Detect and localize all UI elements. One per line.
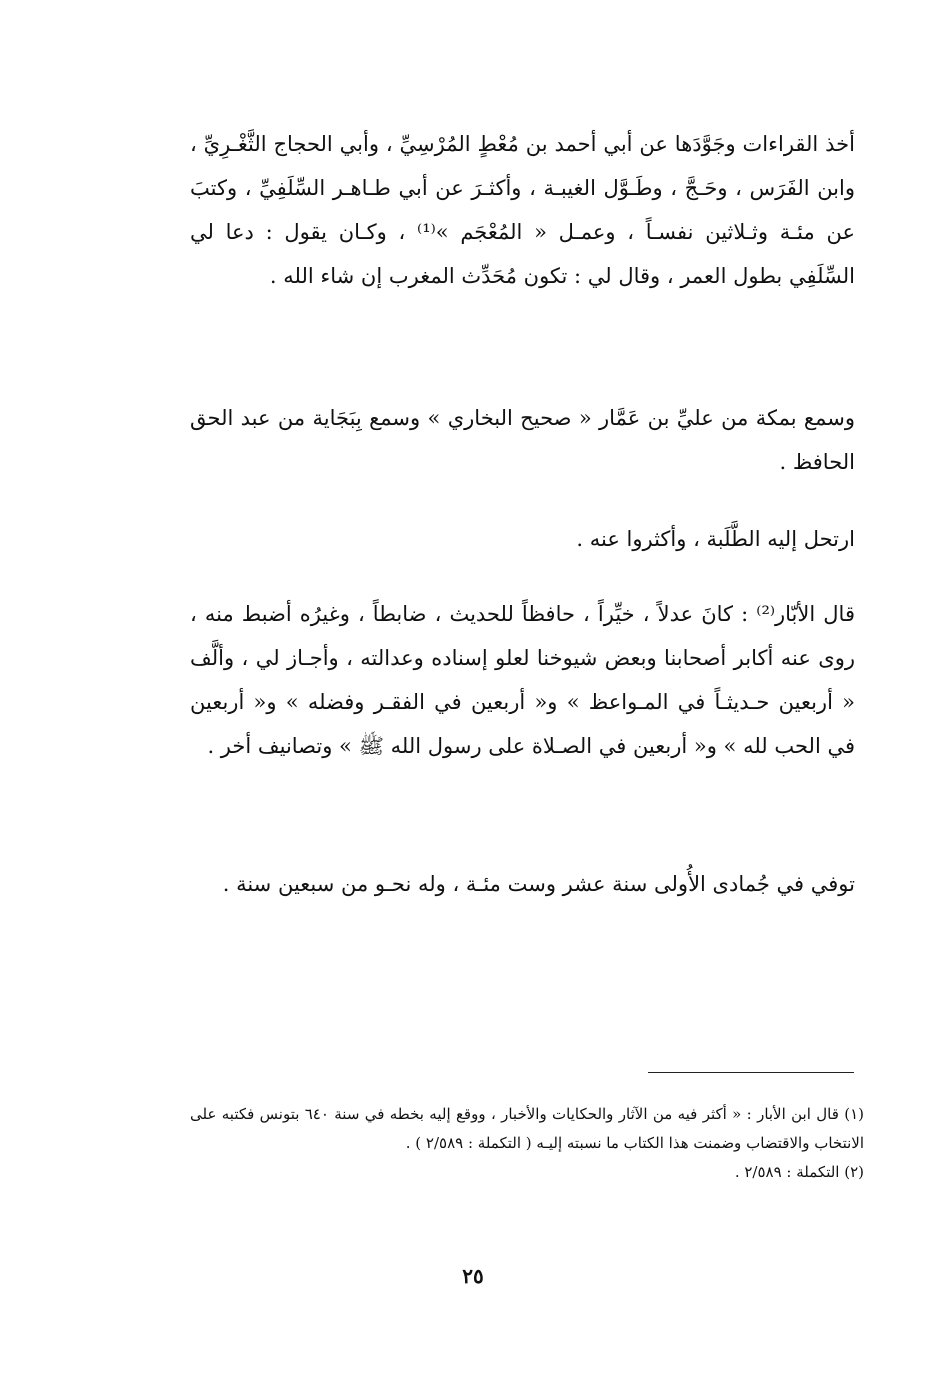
footnote-1: (١) قال ابن الأبار : « أكثر فيه من الآثار والحكايات والأخبار ، ووقع إليه بخطه في سنة ٦٤٠ بتونس فكتبه على الانتخاب والاقتضاب وضمنت هذا الكتاب ما نسبته إليـه ( التكملة : ٢/٥٨٩ ) . (190, 1105, 864, 1152)
page-number: ٢٥ (462, 1264, 484, 1288)
footnote-2: (٢) التكملة : ٢/٥٨٩ . (734, 1163, 864, 1181)
paragraph-al-abbar-quote: قال الأبّار⁽²⁾ : كانَ عدلاً ، خيِّراً ، حافظاً للحديث ، ضابطاً ، وغيرُه أضبط منه ، روى عنه أكابر أصحابنا وبعض شيوخنا لعلو إسناده وعدالته ، وأجـاز لي ، وألَّف « أربعين حـديثـاً في المـواعظ » و« أربعين في الفقـر وفضله » و« أربعين في الحب لله » و« أربعين في الصـلاة على رسول الله ﷺ » وتصانيف أخر . (190, 602, 855, 758)
footnote-separator (648, 1072, 854, 1073)
footnotes (190, 1100, 864, 1187)
paragraph-students: ارتحل إليه الطَّلَبة ، وأكثروا عنه . (576, 527, 855, 551)
paragraph-death: توفي في جُمادى الأُولى سنة عشر وست مئـة ، وله نحـو من سبعين سنة . (222, 872, 855, 896)
paragraph-hearing-in-mecca: وسمع بمكة من عليِّ بن عَمَّار « صحيح البخاري » وسمع بِبَجَاية من عبد الحق الحافظ . (190, 406, 855, 474)
paragraph-biography: أخذ القراءات وجَوَّدَها عن أبي أحمد بن مُعْطٍ المُرْسِيِّ ، وأبي الحجاج الثَّغْـرِيِّ ، وابن الفَرَس ، وحَـجَّ ، وطَـوَّل الغيبـة ، وأكثـرَ عن أبي طـاهـر السِّلَفِيِّ ، وكتبَ عن مئـة وثـلاثين نفسـاً ، وعمـل « المُعْجَم »⁽¹⁾ ، وكـان يقول : دعا لي السِّلَفِي بطول العمر ، وقال لي : تكون مُحَدِّث المغرب إن شاء الله . (190, 132, 855, 288)
